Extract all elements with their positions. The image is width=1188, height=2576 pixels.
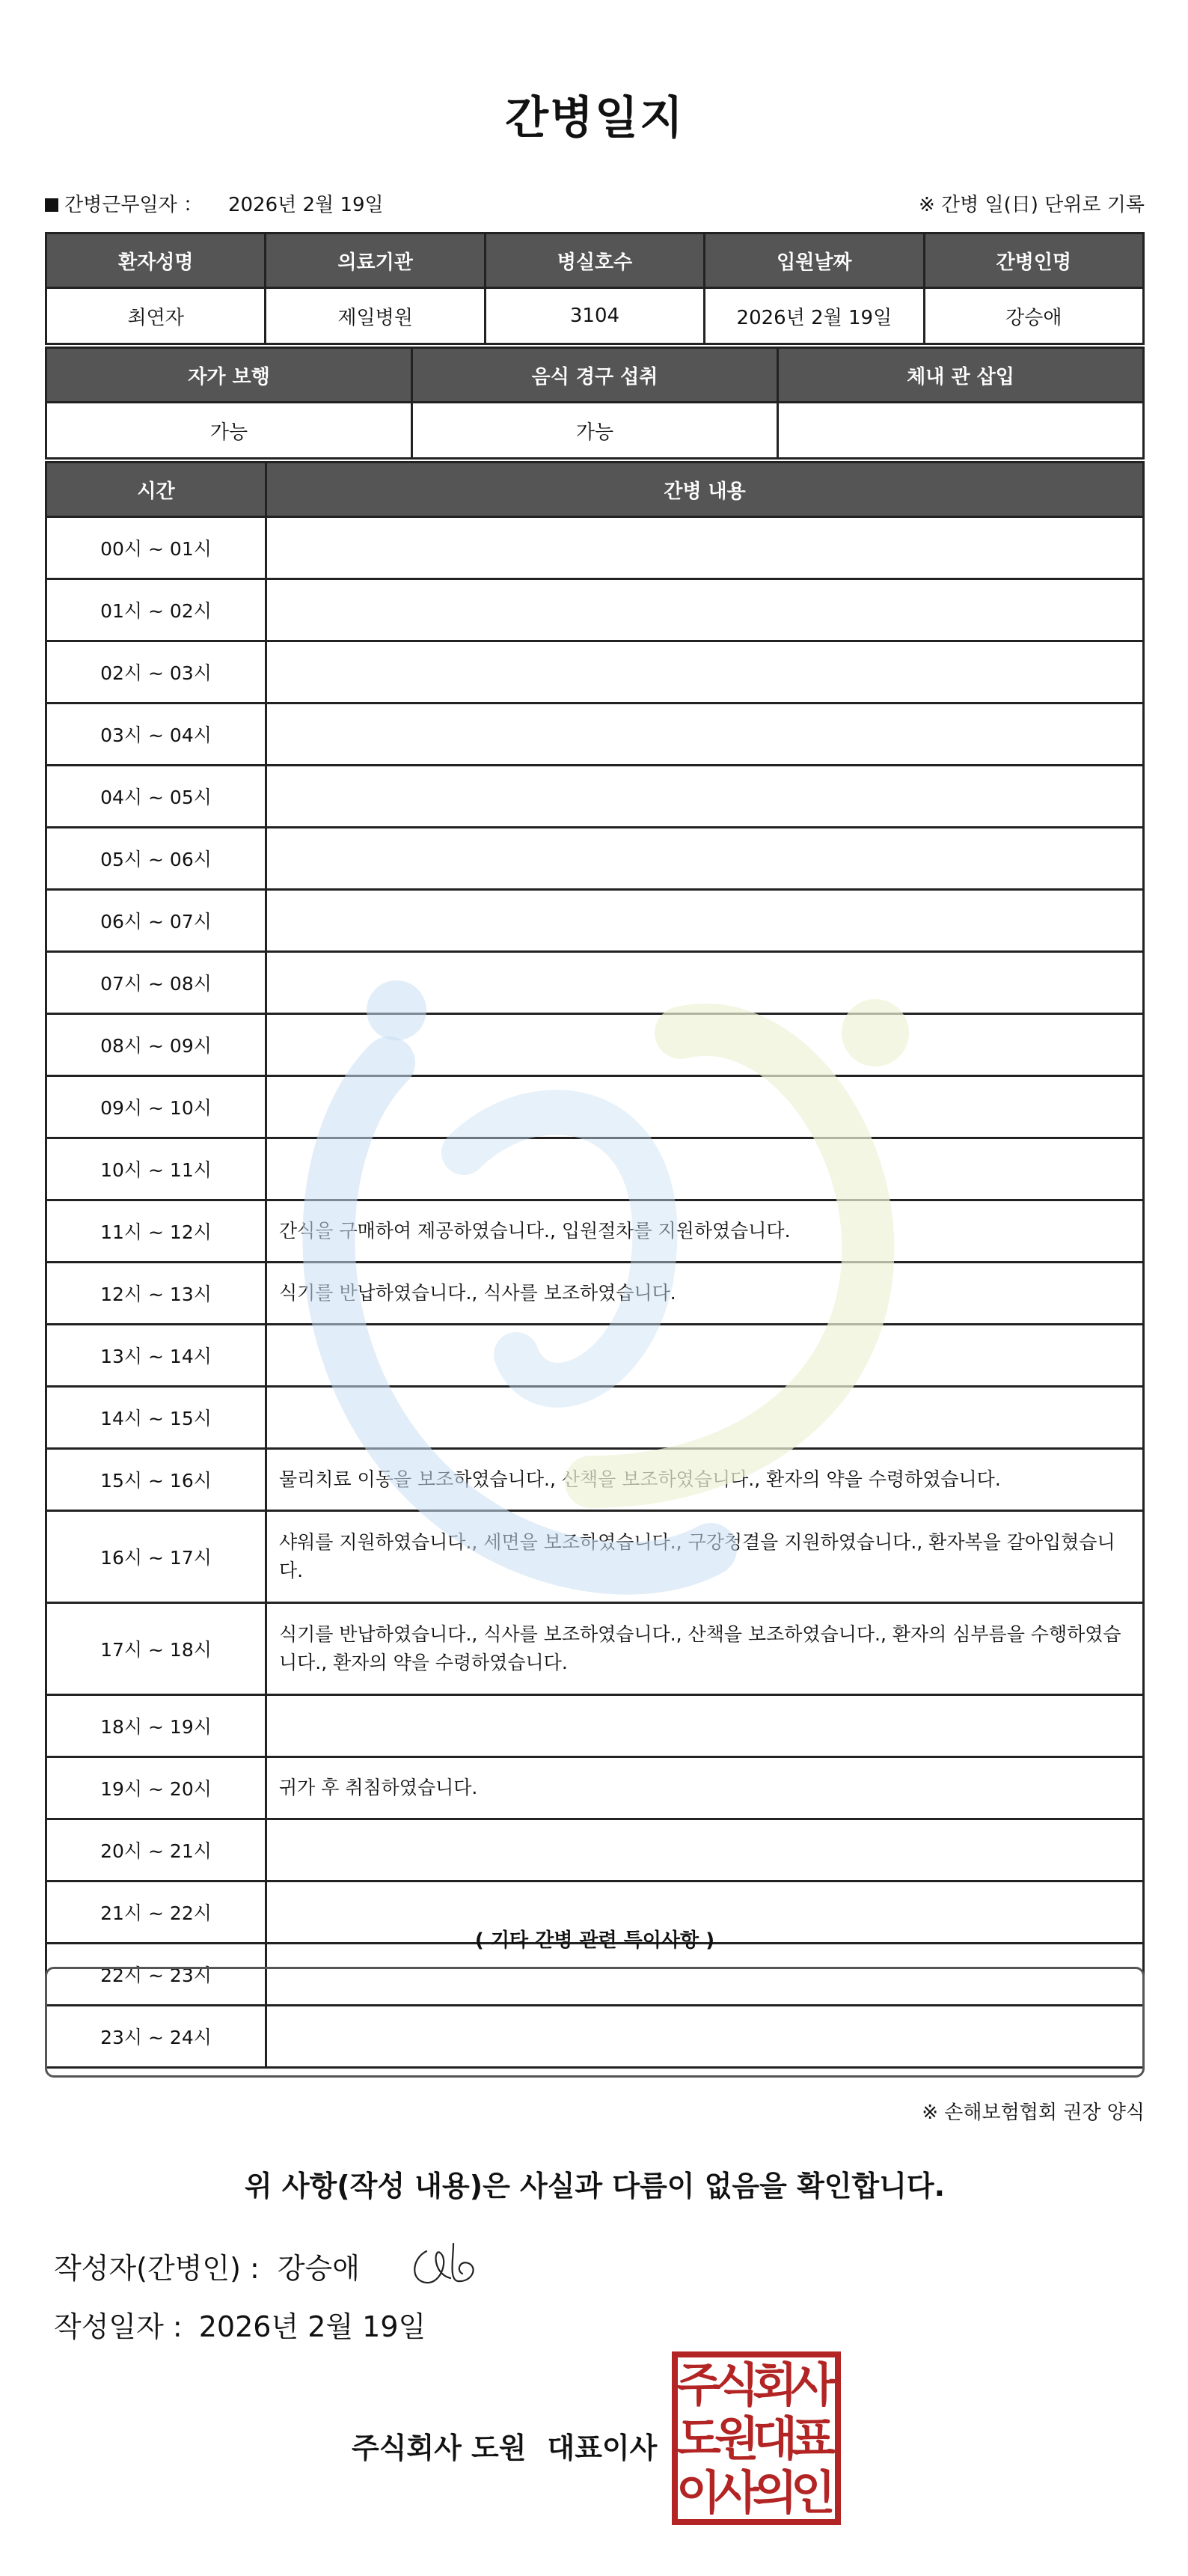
log-time-cell: 15시 ~ 16시 bbox=[46, 1449, 266, 1511]
log-content-cell bbox=[266, 952, 1144, 1014]
log-content-cell bbox=[266, 517, 1144, 579]
log-content-cell: 샤워를 지원하였습니다., 세면을 보조하였습니다., 구강청결을 지원하였습니다., 환자복을 갈아입혔습니다. bbox=[266, 1511, 1144, 1603]
oral-intake-header: 음식 경구 섭취 bbox=[412, 348, 778, 403]
writer-name: 강승애 bbox=[277, 2252, 360, 2285]
log-content-cell bbox=[266, 641, 1144, 703]
log-content-cell: 식기를 반납하였습니다., 식사를 보조하였습니다., 산책을 보조하였습니다., 환자의 심부름을 수행하였습니다., 환자의 약을 수령하였습니다. bbox=[266, 1603, 1144, 1695]
log-time-cell: 22시 ~ 23시 bbox=[46, 1944, 266, 2006]
admission-date-value: 2026년 2월 19일 bbox=[705, 288, 924, 344]
care-log-row bbox=[46, 952, 1144, 1014]
care-log-row bbox=[46, 1757, 1144, 1819]
log-time-cell: 19시 ~ 20시 bbox=[46, 1757, 266, 1819]
content-column-header: 간병 내용 bbox=[266, 463, 1144, 517]
log-time-cell: 11시 ~ 12시 bbox=[46, 1200, 266, 1263]
tube-insertion-value bbox=[778, 403, 1144, 459]
representative-title: 대표이사 bbox=[547, 2432, 658, 2464]
log-time-cell: 16시 ~ 17시 bbox=[46, 1511, 266, 1603]
page-title: 간병일지 bbox=[505, 92, 685, 144]
log-time-cell: 12시 ~ 13시 bbox=[46, 1263, 266, 1325]
company-name: 주식회사 도원 bbox=[352, 2432, 527, 2464]
patient-info-table bbox=[45, 232, 1145, 345]
log-time-cell: 02시 ~ 03시 bbox=[46, 641, 266, 703]
log-content-cell bbox=[266, 1076, 1144, 1138]
care-log-row bbox=[46, 1263, 1144, 1325]
log-time-cell: 06시 ~ 07시 bbox=[46, 890, 266, 952]
care-log-row bbox=[46, 766, 1144, 828]
meta-row bbox=[45, 189, 1145, 219]
log-time-cell: 17시 ~ 18시 bbox=[46, 1603, 266, 1695]
handwritten-signature bbox=[404, 2236, 494, 2296]
seal-glyph: 회 bbox=[753, 2357, 797, 2412]
care-log-row bbox=[46, 517, 1144, 579]
log-content-cell bbox=[266, 1138, 1144, 1200]
log-content-cell bbox=[266, 766, 1144, 828]
log-time-cell: 01시 ~ 02시 bbox=[46, 579, 266, 641]
care-log-row bbox=[46, 1387, 1144, 1449]
care-log-row bbox=[46, 828, 1144, 890]
log-content-cell bbox=[266, 703, 1144, 766]
oral-intake-value: 가능 bbox=[412, 403, 778, 459]
confirmation-statement: 위 사항(작성 내용)은 사실과 다름이 없음을 확인합니다. bbox=[244, 2170, 946, 2203]
remarks-box bbox=[45, 1967, 1145, 2078]
care-log-row bbox=[46, 1449, 1144, 1511]
seal-glyph: 도 bbox=[676, 2411, 721, 2466]
log-time-cell: 00시 ~ 01시 bbox=[46, 517, 266, 579]
log-time-cell: 03시 ~ 04시 bbox=[46, 703, 266, 766]
patient-name-header: 환자성명 bbox=[46, 234, 266, 288]
care-log-row bbox=[46, 1076, 1144, 1138]
log-content-cell: 식기를 반납하였습니다., 식사를 보조하였습니다. bbox=[266, 1263, 1144, 1325]
log-time-cell: 18시 ~ 19시 bbox=[46, 1695, 266, 1757]
log-content-cell bbox=[266, 579, 1144, 641]
log-time-cell: 23시 ~ 24시 bbox=[46, 2006, 266, 2068]
log-time-cell: 14시 ~ 15시 bbox=[46, 1387, 266, 1449]
log-time-cell: 08시 ~ 09시 bbox=[46, 1014, 266, 1076]
seal-glyph: 표 bbox=[791, 2411, 836, 2466]
care-log-body bbox=[46, 517, 1144, 2068]
time-column-header: 시간 bbox=[46, 463, 266, 517]
work-date-label: 간병근무일자 ： bbox=[64, 194, 203, 216]
company-line bbox=[352, 2425, 657, 2466]
log-content-cell: 물리치료 이동을 보조하였습니다., 산책을 보조하였습니다., 환자의 약을 수령하였습니다. bbox=[266, 1449, 1144, 1511]
log-content-cell bbox=[266, 828, 1144, 890]
caregiver-name-value: 강승애 bbox=[924, 288, 1143, 344]
log-content-cell bbox=[266, 1325, 1144, 1387]
log-content-cell bbox=[266, 1695, 1144, 1757]
log-time-cell: 21시 ~ 22시 bbox=[46, 1881, 266, 1944]
admission-date-header: 입원날짜 bbox=[705, 234, 924, 288]
write-date-label: 작성일자 : bbox=[54, 2310, 183, 2343]
care-log-row bbox=[46, 579, 1144, 641]
log-time-cell: 10시 ~ 11시 bbox=[46, 1138, 266, 1200]
record-unit-note: ※ 간병 일(日) 단위로 기록 bbox=[918, 194, 1145, 216]
tube-insertion-header: 체내 관 삽입 bbox=[778, 348, 1144, 403]
care-log-row bbox=[46, 1200, 1144, 1263]
seal-glyph: 의 bbox=[753, 2465, 797, 2520]
care-log-row bbox=[46, 703, 1144, 766]
writer-line bbox=[54, 2245, 360, 2286]
seal-glyph: 식 bbox=[714, 2357, 759, 2412]
square-bullet-icon bbox=[45, 198, 58, 212]
log-content-cell bbox=[266, 1014, 1144, 1076]
room-number-value: 3104 bbox=[485, 288, 704, 344]
care-log-table bbox=[45, 461, 1145, 2069]
care-log-row bbox=[46, 1511, 1144, 1603]
seal-glyph: 이 bbox=[676, 2465, 721, 2520]
hospital-value: 제일병원 bbox=[266, 288, 485, 344]
log-content-cell: 간식을 구매하여 제공하였습니다., 입원절차를 지원하였습니다. bbox=[266, 1200, 1144, 1263]
log-time-cell: 04시 ~ 05시 bbox=[46, 766, 266, 828]
care-log-row bbox=[46, 1014, 1144, 1076]
log-time-cell: 13시 ~ 14시 bbox=[46, 1325, 266, 1387]
care-log-row bbox=[46, 1325, 1144, 1387]
care-log-row bbox=[46, 1819, 1144, 1881]
remarks-title: ( 기타 간병 관련 특이사항 ) bbox=[474, 1929, 715, 1952]
work-date-value: 2026년 2월 19일 bbox=[227, 194, 384, 216]
care-log-row bbox=[46, 1695, 1144, 1757]
writer-label: 작성자(간병인) : bbox=[54, 2252, 260, 2285]
log-content-cell bbox=[266, 1819, 1144, 1881]
caregiver-name-header: 간병인명 bbox=[924, 234, 1143, 288]
care-log-row bbox=[46, 1603, 1144, 1695]
log-content-cell: 귀가 후 취침하였습니다. bbox=[266, 1757, 1144, 1819]
log-time-cell: 07시 ~ 08시 bbox=[46, 952, 266, 1014]
hospital-header: 의료기관 bbox=[266, 234, 485, 288]
log-content-cell bbox=[266, 1387, 1144, 1449]
log-time-cell: 05시 ~ 06시 bbox=[46, 828, 266, 890]
log-time-cell: 20시 ~ 21시 bbox=[46, 1819, 266, 1881]
seal-glyph: 주 bbox=[676, 2357, 721, 2412]
company-seal-stamp bbox=[670, 2350, 842, 2527]
recommend-note: ※ 손해보험협회 권장 양식 bbox=[922, 2102, 1145, 2124]
patient-name-value: 최연자 bbox=[46, 288, 266, 344]
room-number-header: 병실호수 bbox=[485, 234, 704, 288]
self-walking-value: 가능 bbox=[46, 403, 412, 459]
work-date-block bbox=[45, 189, 384, 217]
log-time-cell: 09시 ~ 10시 bbox=[46, 1076, 266, 1138]
care-log-row bbox=[46, 641, 1144, 703]
seal-glyph: 원 bbox=[714, 2411, 759, 2466]
seal-glyph: 사 bbox=[714, 2465, 759, 2520]
care-log-row bbox=[46, 1138, 1144, 1200]
seal-glyph: 사 bbox=[791, 2357, 836, 2412]
seal-glyph: 대 bbox=[753, 2411, 797, 2466]
log-content-cell bbox=[266, 890, 1144, 952]
write-date-value: 2026년 2월 19일 bbox=[198, 2310, 426, 2343]
care-log-row bbox=[46, 890, 1144, 952]
self-walking-header: 자가 보행 bbox=[46, 348, 412, 403]
patient-status-table bbox=[45, 347, 1145, 460]
write-date-line bbox=[54, 2304, 426, 2345]
seal-glyph: 인 bbox=[791, 2465, 836, 2520]
